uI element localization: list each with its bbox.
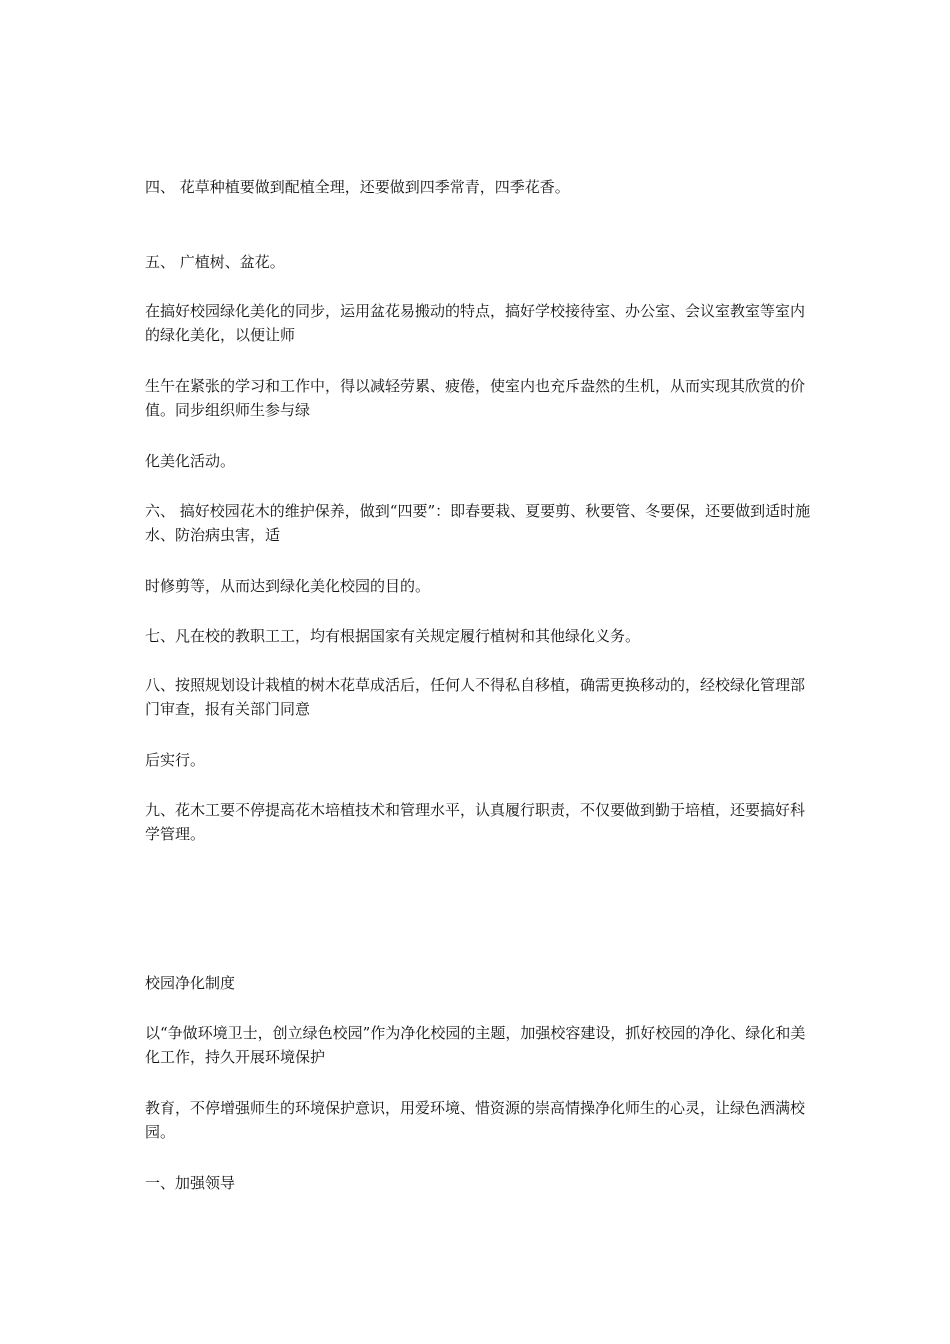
paragraph-cleanliness-intro-1: 以“争做环境卫士，创立绿色校园”作为净化校园的主题，加强校容建设，抓好校园的净化、绿化和美化工作，持久开展环境保护 xyxy=(145,1024,806,1066)
paragraph-section-5-body-2: 生午在紧张的学习和工作中，得以减轻劳累、疲倦，使室内也充斥盎然的生机，从而实现其欣赏的价值。同步组织师生参与绿 xyxy=(145,377,806,419)
paragraph-section-6: 六、 搞好校园花木的维护保养，做到“四要”：即春要栽、夏要剪、秋要管、冬要保，还要做到适时施水、防治病虫害，适 xyxy=(145,502,811,544)
paragraph-section-4: 四、 花草种植要做到配植全理，还要做到四季常青，四季花香。 xyxy=(145,178,570,196)
paragraph-cleanliness-intro-2: 教育，不停增强师生的环境保护意识，用爱环境、惜资源的崇高情操净化师生的心灵，让绿色洒满校园。 xyxy=(145,1099,806,1141)
section-title-campus-cleanliness: 校园净化制度 xyxy=(145,974,236,992)
paragraph-section-7: 七、凡在校的教职工工，均有根据国家有关规定履行植树和其他绿化义务。 xyxy=(145,627,641,645)
paragraph-section-8-cont: 后实行。 xyxy=(145,751,206,769)
paragraph-section-5-body-1: 在搞好校园绿化美化的同步，运用盆花易搬动的特点，搞好学校接待室、办公室、会议室教室等室内的绿化美化，以便让师 xyxy=(145,302,806,344)
paragraph-section-8: 八、按照规划设计栽植的树木花草成活后，任何人不得私自移植，确需更换移动的，经校绿化管理部门审查，报有关部门同意 xyxy=(145,676,806,718)
paragraph-cleanliness-item-1: 一、加强领导 xyxy=(145,1174,236,1192)
paragraph-section-9: 九、花木工要不停提高花木培植技术和管理水平，认真履行职责，不仅要做到勤于培植，还要搞好科学管理。 xyxy=(145,801,806,843)
paragraph-section-5-heading: 五、 广植树、盆花。 xyxy=(145,253,285,271)
paragraph-section-6-cont: 时修剪等，从而达到绿化美化校园的目的。 xyxy=(145,577,431,595)
paragraph-section-5-body-3: 化美化活动。 xyxy=(145,452,236,470)
